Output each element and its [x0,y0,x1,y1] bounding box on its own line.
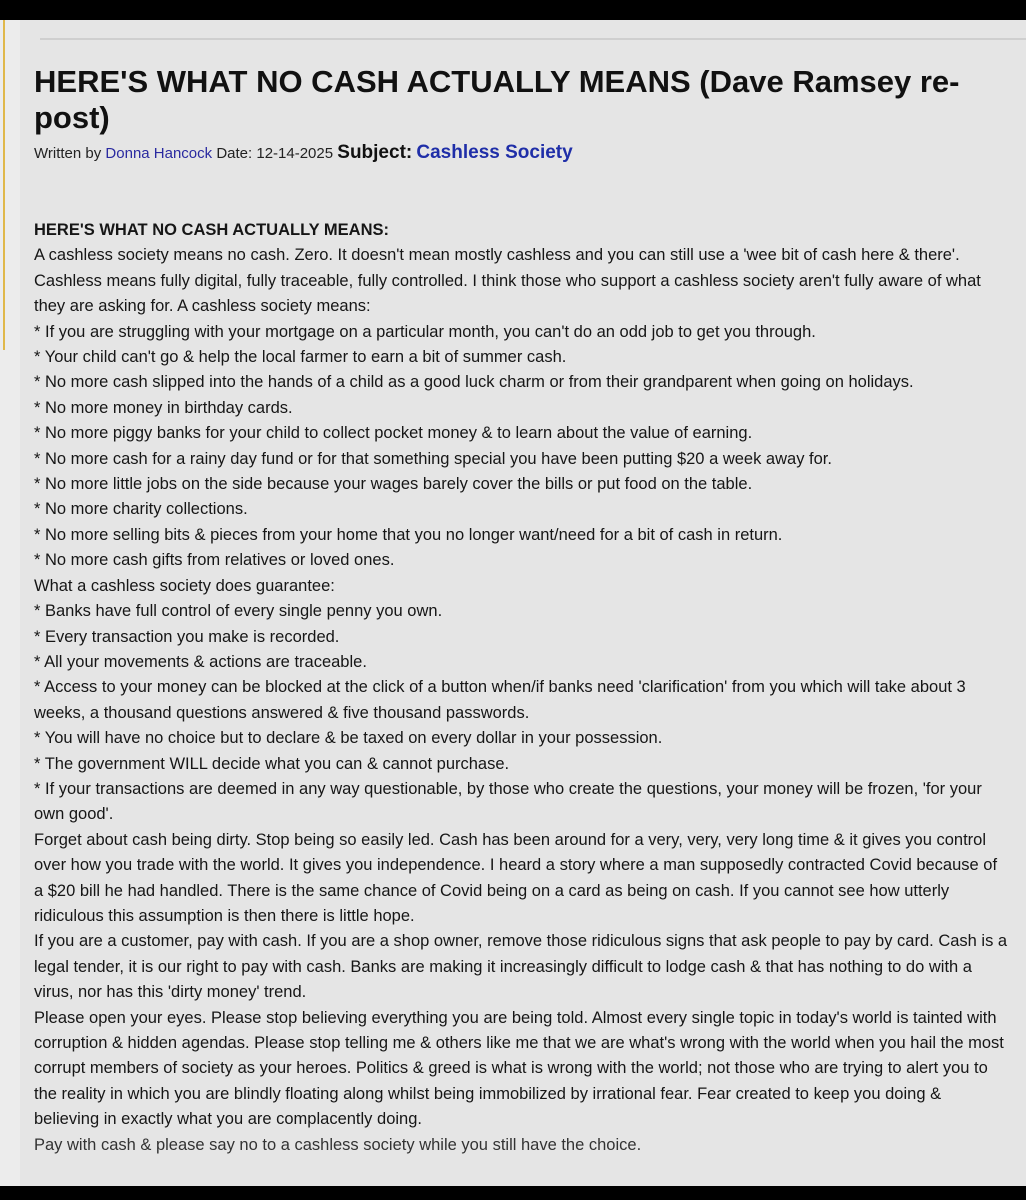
subject-link[interactable]: Cashless Society [416,142,573,163]
list-item: * No more money in birthday cards. [34,398,293,417]
list-item: * No more piggy banks for your child to collect pocket money & to learn about the value of earning. [34,424,753,443]
left-accent-line [3,20,5,350]
date-label: Date: [216,145,253,162]
list-item: * No more cash slipped into the hands of a child as a good luck charm or from their grandparent when going on holidays. [34,373,914,392]
top-black-bar [0,0,1026,20]
top-divider [40,38,1026,40]
list-item: * The government WILL decide what you can & cannot purchase. [34,754,510,773]
list-item: * No more little jobs on the side because your wages barely cover the bills or put food on the table. [34,475,753,494]
list-item: * No more cash gifts from relatives or loved ones. [34,551,395,570]
list-item: * Access to your money can be blocked at the click of a button when/if banks need 'clarification' from you which will take about 3 weeks, a thousand questions answered & five thousand passwords. [34,678,966,722]
body-paragraph: If you are a customer, pay with cash. If you are a shop owner, remove those ridiculous signs that ask people to pay by card. Cash is a legal tender, it is our right to pay with cash. Banks are making it increasingly difficult to lodge cash & that has nothing to do with a virus, nor has this 'dirty money' trend. [34,932,1008,1002]
list-item: * No more cash for a rainy day fund or for that something special you have been putting $20 a week away for. [34,449,832,468]
article-title: HERE'S WHAT NO CASH ACTUALLY MEANS (Dave Ramsey re-post) [34,64,960,135]
list-item: * If you are struggling with your mortgage on a particular month, you can't do an odd job to get you through. [34,322,816,341]
list-item: * You will have no choice but to declare & be taxed on every dollar in your possession. [34,729,663,748]
list-item: * No more selling bits & pieces from your home that you no longer want/need for a bit of cash in return. [34,525,783,544]
body-heading: HERE'S WHAT NO CASH ACTUALLY MEANS: [34,221,390,239]
body-paragraph: Forget about cash being dirty. Stop being so easily led. Cash has been around for a very, very, very long time & it gives you control over how you trade with the world. It gives you independence. I heard a story where a man supposedly contracted Covid because of a $20 bill he had handled. There is the same chance of Covid being on a card as being on cash. If you cannot see how utterly ridiculous this assumption is then there is little hope. [34,830,998,925]
list-item: * If your transactions are deemed in any way questionable, by those who create the questions, your money will be frozen, 'for your own good'. [34,779,982,824]
list-item: * No more charity collections. [34,500,248,519]
article-meta [34,140,994,167]
list-item: * All your movements & actions are traceable. [34,652,367,671]
guarantee-intro: What a cashless society does guarantee: [34,576,335,595]
date-value: 12-14-2025 [256,145,334,162]
written-by-label: Written by [34,145,102,162]
left-margin [0,20,20,1186]
article-body [34,218,1009,1158]
list-item: * Your child can't go & help the local farmer to earn a bit of summer cash. [34,348,567,367]
author-link[interactable]: Donna Hancock [105,145,213,162]
list-item: * Every transaction you make is recorded. [34,627,340,646]
bottom-black-bar [0,1186,1026,1200]
closing-line: Pay with cash & please say no to a cashless society while you still have the choice. [34,1135,642,1154]
body-paragraph: Please open your eyes. Please stop believing everything you are being told. Almost every single topic in today's world is tainted with corruption & hidden agendas. Please stop telling me & others like me that we are what's wrong with the world when you hail the most corrupt members of society as your heroes. Politics & greed is what is wrong with the world; not those who are trying to alert you to the reality in which you are blindly floating along whilst being immobilized by irrational fear. Fear created to keep you doing & believing in exactly what you are complacently doing. [34,1008,1004,1129]
article-container [20,20,1026,1186]
list-item: * Banks have full control of every single penny you own. [34,602,443,621]
intro-paragraph: A cashless society means no cash. Zero. It doesn't mean mostly cashless and you can still use a 'wee bit of cash here & there'. Cashless means fully digital, fully traceable, fully controlled. I think those who support a cashless society aren't fully aware of what they are asking for. A cashless society means: [34,246,981,316]
subject-label: Subject: [337,142,413,163]
